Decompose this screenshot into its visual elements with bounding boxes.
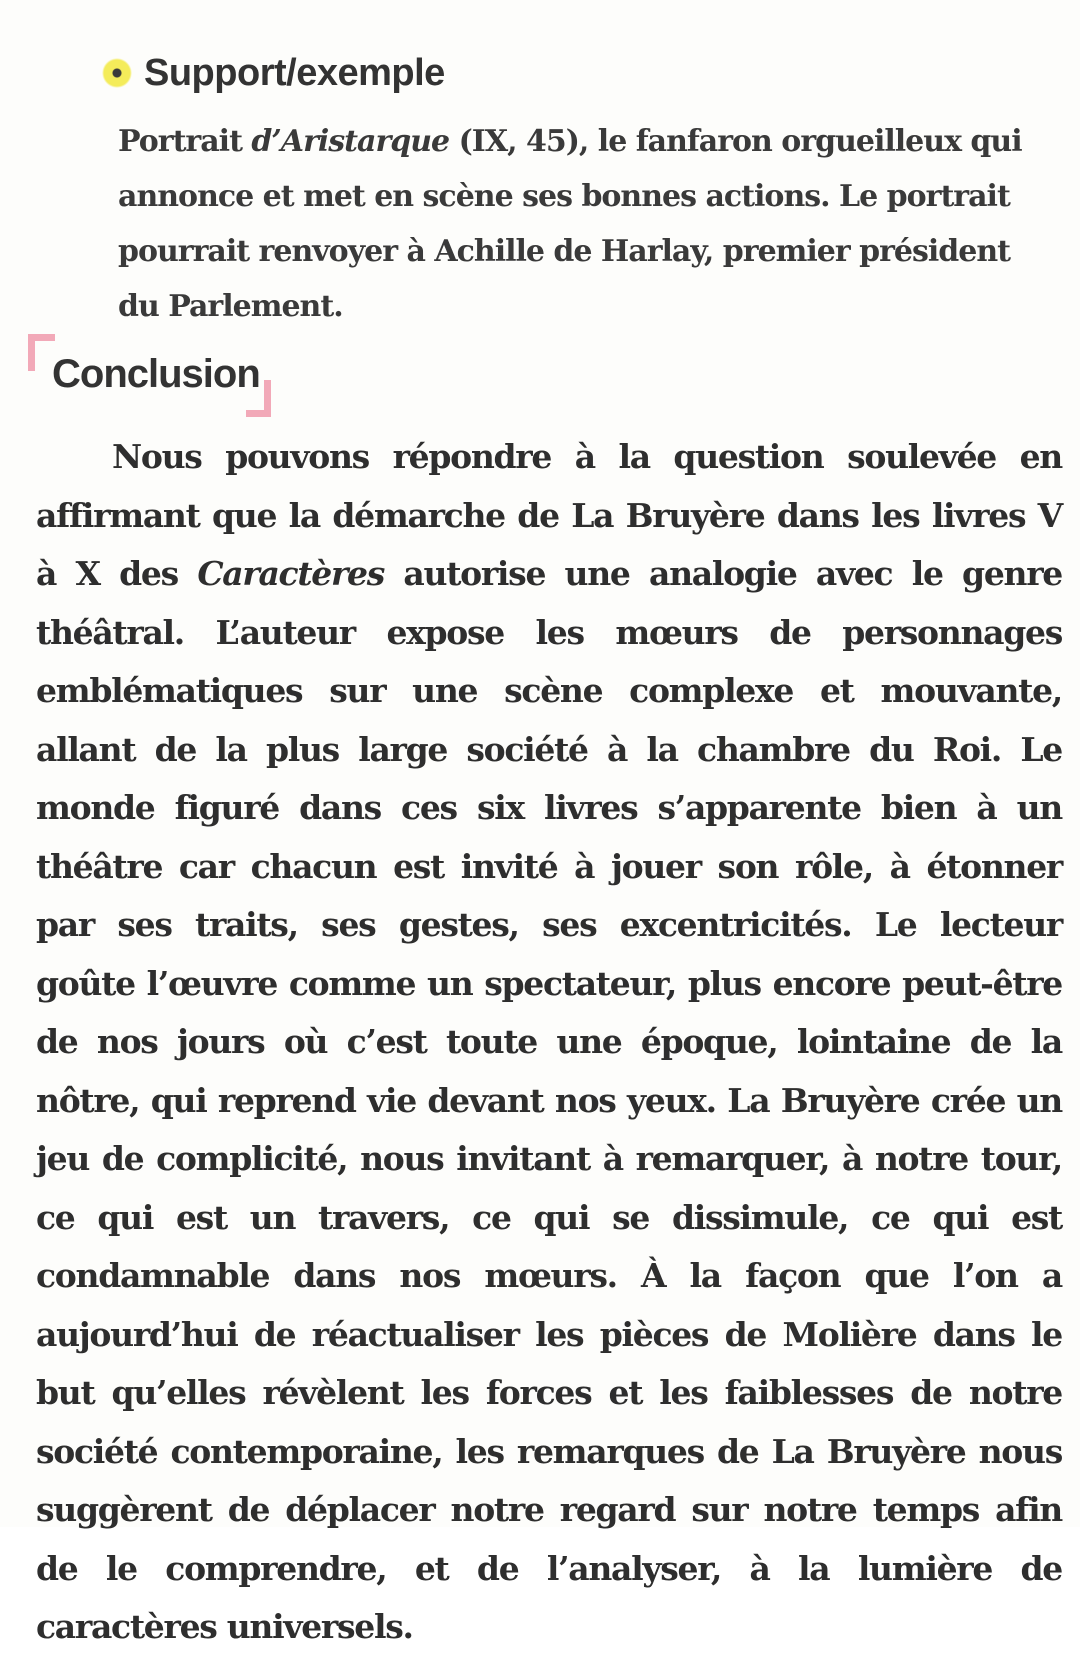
- conclusion-text-part2: autorise une analogie avec le genre théâtral. L’auteur expose les mœurs de personnages emblématiques sur une scène complexe et mouvante, allant de la plus large société à la chambre du Roi. Le monde figuré dans ces six livres s’apparente bien à un théâtre car chacun est invité à jouer son rôle, à étonner par ses traits, ses gestes, ses excentricités. Le lecteur goûte l’œuvre comme un spectateur, plus encore peut-être de nos jours où c’est toute une époque, lointaine de la nôtre, qui reprend vie devant nos yeux. La Bruyère crée un jeu de complicité, nous invitant à remarquer, à notre tour, ce qui est un travers, ce qui se dissimule, ce qui est condamnable dans nos mœurs. À la façon que l’on a aujourd’hui de réactualiser les pièces de Molière dans le but qu’elles révèlent les forces et les faiblesses de notre société contemporaine, les remarques de La Bruyère nous suggèrent de déplacer notre regard sur notre temps afin de le comprendre, et de l’analyser, à la lumière de caractères universels.: [36, 554, 1063, 1646]
- support-heading-row: [100, 48, 1060, 98]
- support-text-italic: d’Aristarque: [251, 124, 450, 159]
- conclusion-paragraph: [36, 428, 1062, 1657]
- support-text-part2: (IX, 45), le fanfaron orgueilleux qui annonce et met en scène ses bonnes actions. Le portrait pourrait renvoyer à Achille de Harlay, premier président du Parlement.: [118, 124, 1022, 324]
- support-text-part1: Portrait: [118, 124, 252, 159]
- conclusion-text-part1: Nous pouvons répondre à la question soulevée en affirmant que la démarche de La Bruyère dans les livres V à X des: [36, 437, 1062, 593]
- support-title: Support/exemple: [144, 51, 445, 94]
- conclusion-text-italic: Caractères: [197, 554, 385, 593]
- bracket-top-left-icon: [28, 334, 55, 371]
- support-paragraph: [118, 114, 1048, 334]
- conclusion-title: Conclusion: [52, 352, 260, 396]
- support-section: [100, 48, 1060, 334]
- bracket-bottom-right-icon: [246, 380, 271, 417]
- highlighted-bullet-icon: [102, 58, 132, 88]
- conclusion-heading: [28, 334, 268, 414]
